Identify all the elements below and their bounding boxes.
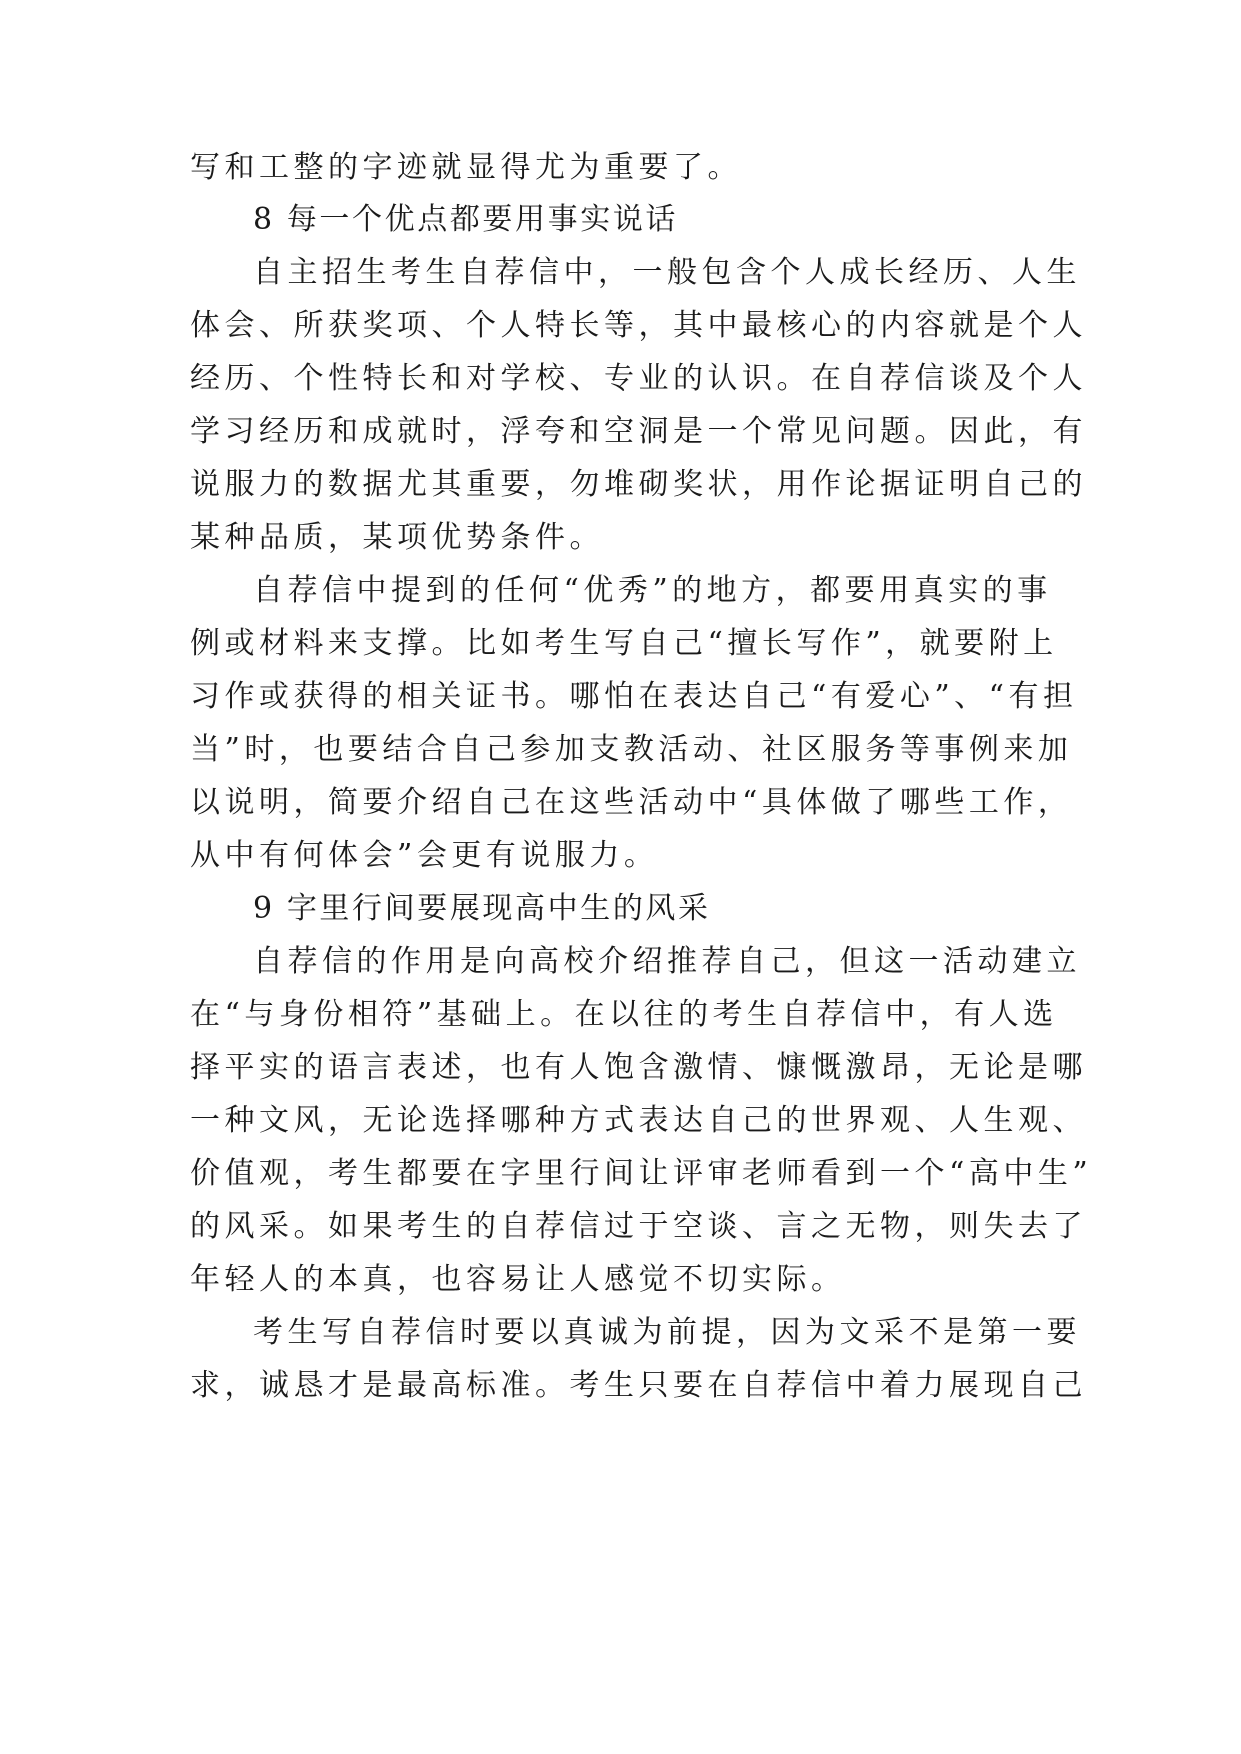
text-line: 说服力的数据尤其重要，勿堆砌奖状，用作论据证明自己的	[190, 467, 1087, 502]
text-line: 考生写自荐信时要以真诚为前提，因为文采不是第一要	[253, 1315, 1081, 1350]
text-line: 在“与身份相符”基础上。在以往的考生自荐信中，有人选	[190, 997, 1058, 1032]
text-line: 当”时，也要结合自己参加支教活动、社区服务等事例来加	[190, 732, 1073, 767]
text-line: 自主招生考生自荐信中，一般包含个人成长经历、人生	[253, 255, 1081, 290]
text-line: 以说明，简要介绍自己在这些活动中“具体做了哪些工作，	[190, 785, 1073, 820]
text-line: 的风采。如果考生的自荐信过于空谈、言之无物，则失去了	[190, 1209, 1087, 1244]
section-heading-9: 9 字里行间要展现高中生的风采	[253, 891, 711, 926]
text-line: 自荐信中提到的任何“优秀”的地方，都要用真实的事	[253, 573, 1052, 608]
text-line: 择平实的语言表述，也有人饱含激情、慷慨激昂，无论是哪	[190, 1050, 1087, 1085]
text-line: 从中有何体会”会更有说服力。	[190, 838, 659, 873]
text-line: 体会、所获奖项、个人特长等，其中最核心的内容就是个人	[190, 308, 1087, 343]
text-line: 某种品质，某项优势条件。	[190, 520, 604, 555]
text-line: 写和工整的字迹就显得尤为重要了。	[190, 150, 742, 185]
text-line: 价值观，考生都要在字里行间让评审老师看到一个“高中生”	[190, 1156, 1093, 1191]
text-line: 自荐信的作用是向高校介绍推荐自己，但这一活动建立	[253, 944, 1081, 979]
text-line: 例或材料来支撑。比如考生写自己“擅长写作”，就要附上	[190, 626, 1058, 661]
text-line: 年轻人的本真，也容易让人感觉不切实际。	[190, 1262, 846, 1297]
text-line: 一种文风，无论选择哪种方式表达自己的世界观、人生观、	[190, 1103, 1087, 1138]
text-line: 习作或获得的相关证书。哪怕在表达自己“有爱心”、“有担	[190, 679, 1078, 714]
text-line: 求，诚恳才是最高标准。考生只要在自荐信中着力展现自己	[190, 1368, 1087, 1403]
text-line: 经历、个性特长和对学校、专业的认识。在自荐信谈及个人	[190, 361, 1087, 396]
text-line: 学习经历和成就时，浮夸和空洞是一个常见问题。因此，有	[190, 414, 1087, 449]
section-heading-8: 8 每一个优点都要用事实说话	[253, 202, 679, 237]
